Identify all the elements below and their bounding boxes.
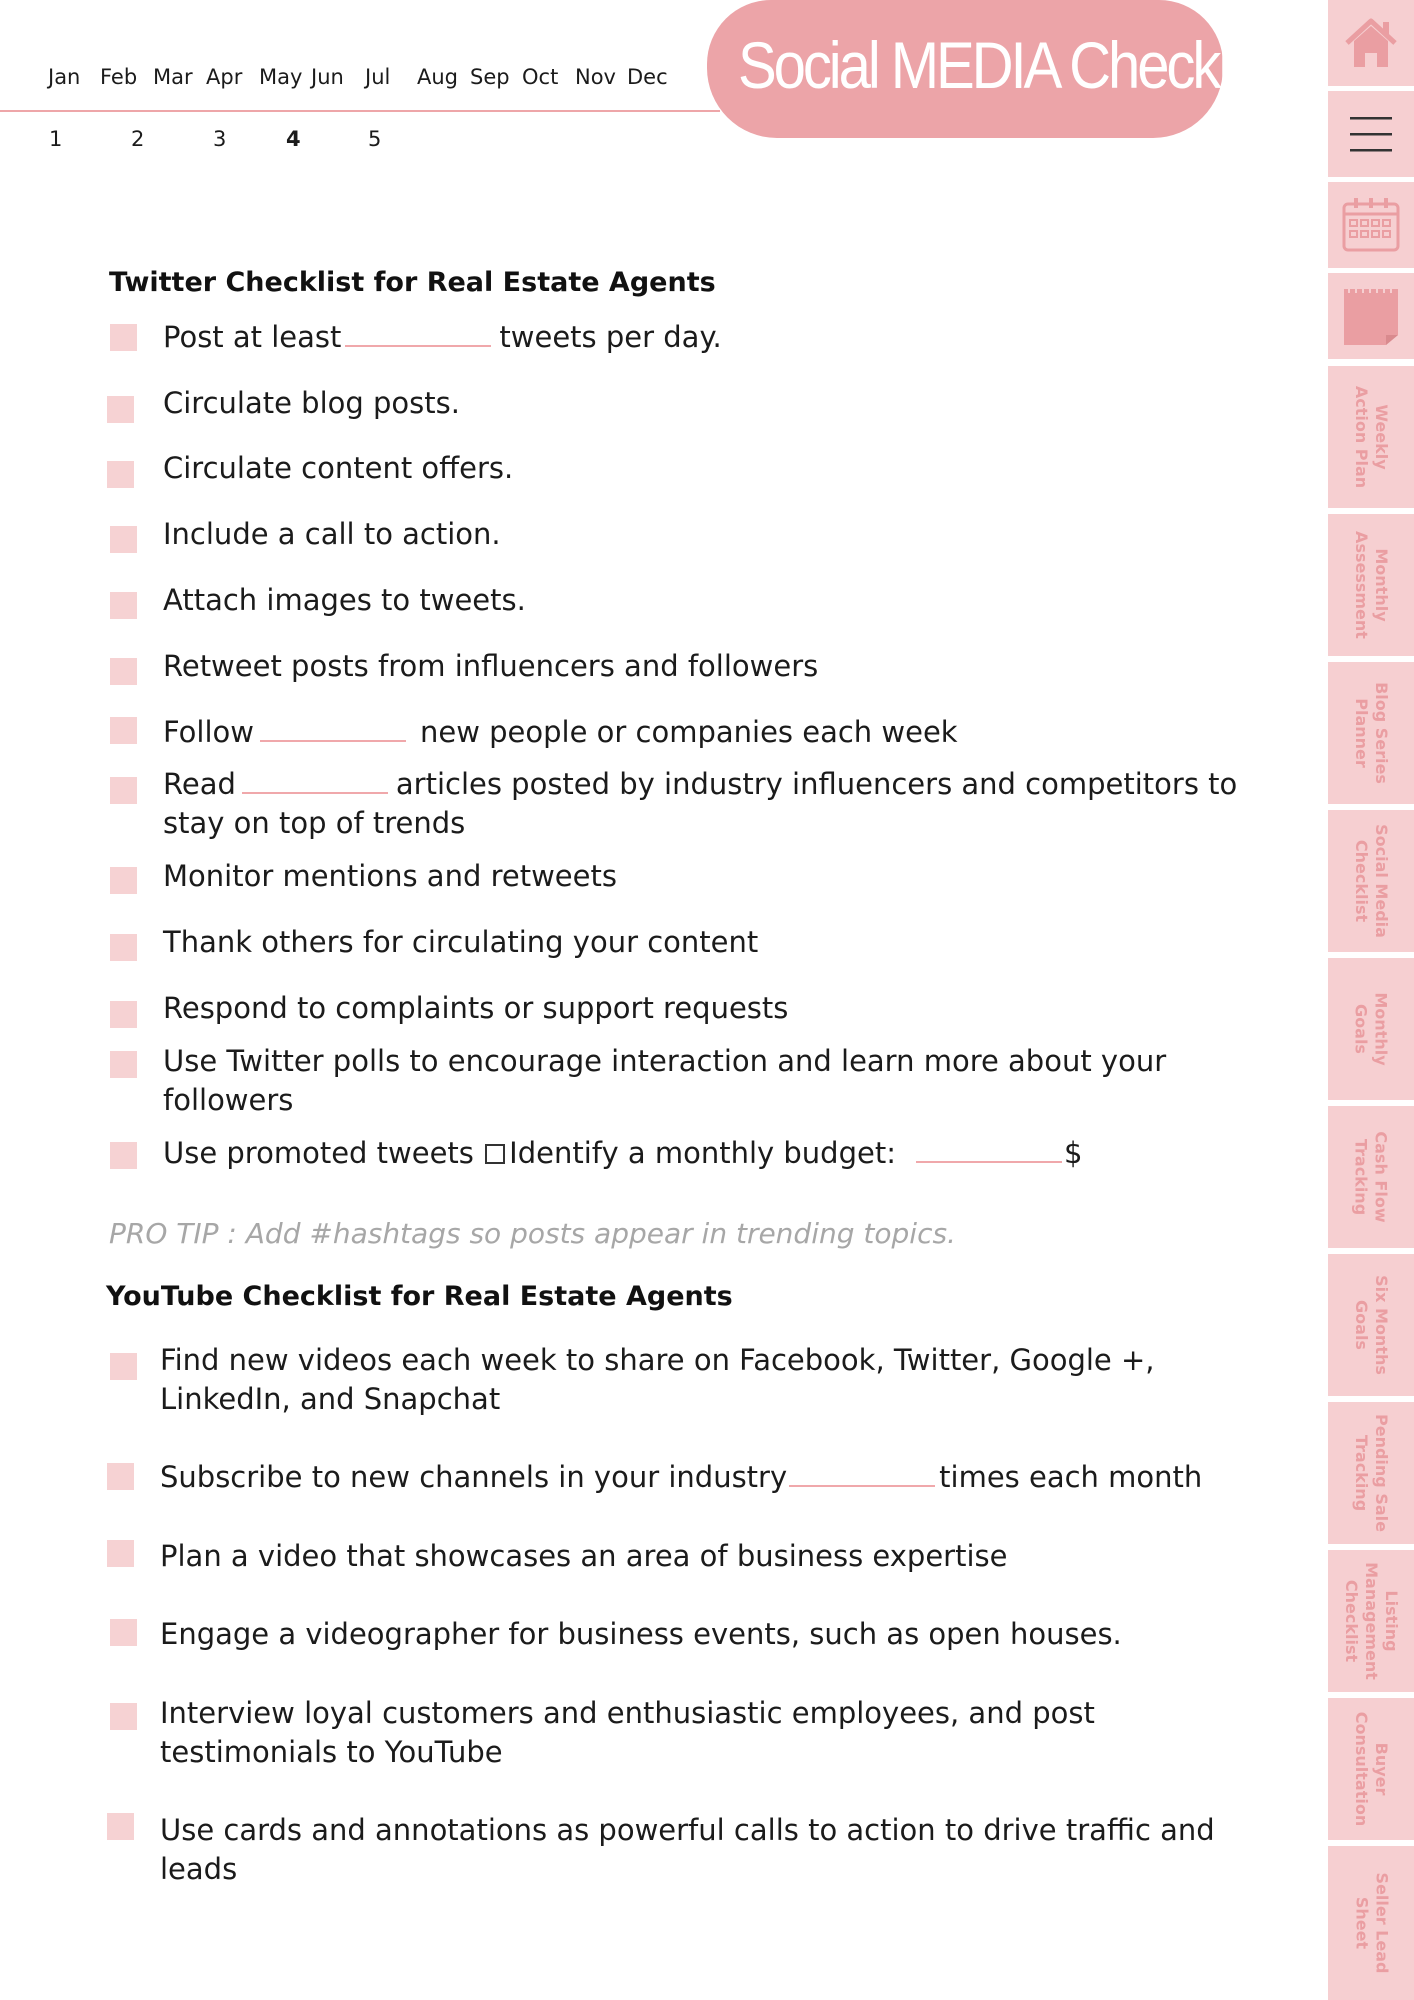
page-title: Social MEDIA Checklist [737, 28, 1278, 102]
blank-tweets-per-day[interactable] [345, 344, 491, 347]
checkbox-engage[interactable] [110, 1619, 137, 1646]
item-polls: Use Twitter polls to encourage interaction and learn more about your followers [163, 1044, 1167, 1117]
tab-label: Cash Flow Tracking [1352, 1131, 1391, 1223]
header-divider [0, 110, 720, 112]
week-1[interactable]: 1 [49, 127, 63, 151]
checkbox-thank[interactable] [110, 934, 137, 961]
tab-cash-flow-tracking[interactable] [1328, 1106, 1414, 1248]
notepad-icon [1340, 285, 1402, 347]
blank-follow-count[interactable] [260, 739, 406, 742]
item-post: Post at least tweets per day. [163, 320, 722, 354]
item-respond: Respond to complaints or support requests [163, 991, 789, 1025]
checkbox-promoted[interactable] [110, 1142, 137, 1169]
blank-budget-amount[interactable] [916, 1160, 1062, 1163]
blank-read-count[interactable] [242, 791, 388, 794]
item-subscribe: Subscribe to new channels in your industry times each month [160, 1460, 1203, 1494]
tab-seller-lead-sheet[interactable] [1328, 1846, 1414, 2000]
tab-blog-series-planner[interactable] [1328, 662, 1414, 804]
month-may[interactable]: May [259, 65, 303, 89]
checkbox-monitor[interactable] [110, 867, 137, 894]
item-monitor: Monitor mentions and retweets [163, 859, 617, 893]
tab-label: Seller Lead Sheet [1352, 1872, 1392, 1974]
month-aug[interactable]: Aug [417, 65, 459, 89]
page-title-banner [707, 0, 1278, 138]
checkbox-offers[interactable] [107, 461, 134, 488]
tab-label: Buyer Consultation [1352, 1711, 1392, 1827]
month-oct[interactable]: Oct [522, 65, 559, 89]
tab-buyer-consultation[interactable] [1328, 1698, 1414, 1840]
item-plan: Plan a video that showcases an area of business expertise [160, 1539, 1008, 1573]
sidebar-tabs [1328, 0, 1414, 2000]
youtube-heading: YouTube Checklist for Real Estate Agents [106, 1281, 733, 1312]
tab-notes[interactable] [1328, 273, 1414, 359]
tab-weekly-action-plan[interactable] [1328, 366, 1414, 508]
month-feb[interactable]: Feb [100, 65, 138, 89]
checkbox-subscribe[interactable] [107, 1463, 134, 1490]
checkbox-interview[interactable] [110, 1703, 137, 1730]
checkbox-retweet[interactable] [110, 658, 137, 685]
week-3[interactable]: 3 [213, 127, 227, 151]
month-apr[interactable]: Apr [206, 65, 243, 89]
tab-calendar[interactable] [1328, 182, 1414, 268]
checkbox-images[interactable] [110, 592, 137, 619]
blank-subscribe-count[interactable] [789, 1484, 935, 1487]
checkbox-plan[interactable] [107, 1540, 134, 1567]
item-retweet: Retweet posts from influencers and followers [163, 649, 819, 683]
tab-monthly-goals[interactable] [1328, 958, 1414, 1100]
tab-monthly-assessment[interactable] [1328, 514, 1414, 656]
checkbox-read[interactable] [110, 777, 137, 804]
month-mar[interactable]: Mar [153, 65, 193, 89]
tab-label: Listing Management Checklist [1342, 1562, 1401, 1680]
month-jan[interactable]: Jan [48, 65, 81, 89]
checkbox-blog[interactable] [107, 396, 134, 423]
item-read: Read articles posted by industry influencers and competitors to stay on top of trends [163, 767, 1238, 840]
item-blog: Circulate blog posts. [163, 386, 460, 420]
home-icon [1341, 13, 1401, 73]
pro-tip: PRO TIP : Add #hashtags so posts appear in trending topics. [109, 1217, 956, 1250]
tab-menu[interactable] [1328, 91, 1414, 177]
twitter-heading: Twitter Checklist for Real Estate Agents [109, 267, 716, 298]
week-2[interactable]: 2 [131, 127, 145, 151]
tab-social-media-checklist[interactable] [1328, 810, 1414, 952]
checkbox-follow[interactable] [110, 717, 137, 744]
tab-label: Six Months Goals [1352, 1275, 1392, 1375]
week-4[interactable]: 4 [286, 127, 301, 151]
tab-label: Pending Sale Tracking [1352, 1414, 1392, 1532]
item-images: Attach images to tweets. [163, 583, 526, 617]
tab-label: Monthly Assessment [1352, 531, 1392, 639]
tab-label: Weekly Action Plan [1352, 385, 1392, 489]
tab-label: Blog Series Planner [1352, 682, 1392, 784]
month-jul[interactable]: Jul [365, 65, 391, 89]
tab-six-months-goals[interactable] [1328, 1254, 1414, 1396]
month-sep[interactable]: Sep [470, 65, 510, 89]
checkbox-find[interactable] [110, 1353, 137, 1380]
checkbox-cta[interactable] [110, 526, 137, 553]
checkbox-polls[interactable] [110, 1051, 137, 1078]
checkbox-post[interactable] [110, 324, 137, 351]
item-promoted: Use promoted tweets Identify a monthly budget: $ [163, 1136, 1083, 1170]
item-interview: Interview loyal customers and enthusiastic employees, and post testimonials to YouTube [160, 1696, 1095, 1769]
menu-icon [1346, 109, 1396, 159]
tab-home[interactable] [1328, 0, 1414, 86]
checkbox-monthly-budget[interactable] [485, 1144, 505, 1164]
item-find: Find new videos each week to share on Facebook, Twitter, Google +, LinkedIn, and Snapchat [160, 1343, 1155, 1416]
item-cta: Include a call to action. [163, 517, 501, 551]
month-dec[interactable]: Dec [627, 65, 668, 89]
tab-pending-sale-tracking[interactable] [1328, 1402, 1414, 1544]
item-offers: Circulate content offers. [163, 451, 514, 485]
checkbox-respond[interactable] [110, 1001, 137, 1028]
item-cards: Use cards and annotations as powerful calls to action to drive traffic and leads [160, 1813, 1215, 1886]
checkbox-cards[interactable] [107, 1813, 134, 1840]
month-jun[interactable]: Jun [311, 65, 344, 89]
tab-listing-management-checklist[interactable] [1328, 1550, 1414, 1692]
calendar-icon [1340, 194, 1402, 256]
item-engage: Engage a videographer for business events, such as open houses. [160, 1617, 1122, 1651]
week-5[interactable]: 5 [368, 127, 382, 151]
tab-label: Monthly Goals [1351, 992, 1391, 1066]
item-follow: Follow new people or companies each week [163, 715, 958, 749]
tab-label: Social Media Checklist [1352, 824, 1391, 938]
item-thank: Thank others for circulating your content [163, 925, 759, 959]
month-nov[interactable]: Nov [575, 65, 616, 89]
